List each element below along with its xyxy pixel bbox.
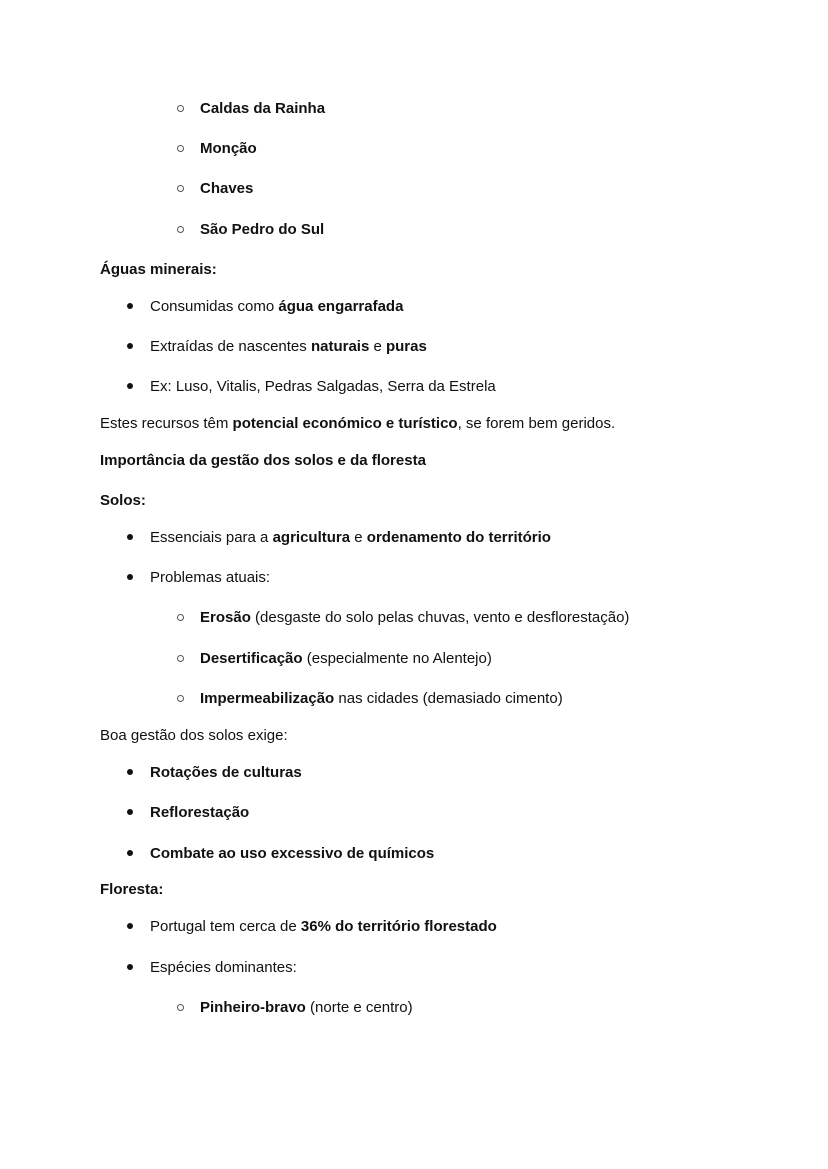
- bold-text: puras: [385, 338, 427, 355]
- bold-text: São Pedro do Sul: [200, 221, 325, 238]
- bold-text: Caldas da Rainha: [200, 100, 326, 117]
- list-item: [150, 337, 427, 357]
- paragraph: [100, 726, 288, 746]
- bold-text: Floresta:: [100, 881, 164, 898]
- bold-text: potencial económico e turístico: [232, 415, 458, 432]
- list-item: [150, 568, 270, 588]
- list-item: [200, 179, 253, 199]
- text: (desgaste do solo pelas chuvas, vento e desflorestação): [250, 609, 630, 626]
- bullet-disc-icon: [120, 377, 140, 397]
- list-item: [200, 689, 563, 709]
- bullet-disc-icon: [120, 763, 140, 783]
- bold-text: Impermeabilização: [200, 690, 335, 707]
- paragraph: [100, 451, 426, 471]
- bullet-disc-icon: [120, 917, 140, 937]
- bullet-disc-icon: [120, 803, 140, 823]
- bold-text: Erosão: [200, 609, 251, 626]
- bold-text: Desertificação: [200, 650, 303, 667]
- text: e: [350, 529, 367, 546]
- bullet-disc-icon: [120, 528, 140, 548]
- text: Espécies dominantes:: [150, 959, 297, 976]
- text: , se forem bem geridos.: [457, 415, 616, 432]
- text: (especialmente no Alentejo): [302, 650, 492, 667]
- list-item: [150, 297, 403, 317]
- list-item: [200, 998, 413, 1018]
- list-item: [150, 528, 551, 548]
- bold-text: Pinheiro-bravo: [200, 999, 306, 1016]
- text: Boa gestão dos solos exige:: [100, 727, 288, 744]
- bullet-disc-icon: [120, 844, 140, 864]
- text: Estes recursos têm: [100, 415, 233, 432]
- bullet-disc-icon: [120, 337, 140, 357]
- bold-text: Rotações de culturas: [150, 764, 302, 781]
- bullet-circle-icon: [170, 179, 190, 199]
- bold-text: 36% do território florestado: [300, 918, 497, 935]
- text: nas cidades (demasiado cimento): [334, 690, 563, 707]
- bold-text: naturais: [310, 338, 370, 355]
- bold-text: água engarrafada: [278, 298, 404, 315]
- bold-text: agricultura: [272, 529, 351, 546]
- list-item: [150, 803, 249, 823]
- bullet-circle-icon: [170, 139, 190, 159]
- list-item: [200, 139, 257, 159]
- bullet-disc-icon: [120, 958, 140, 978]
- bullet-circle-icon: [170, 649, 190, 669]
- bold-text: Monção: [200, 140, 257, 157]
- list-item: [150, 958, 297, 978]
- bullet-circle-icon: [170, 220, 190, 240]
- list-item: [150, 844, 434, 864]
- text: Essenciais para a: [150, 529, 273, 546]
- text: (norte e centro): [305, 999, 413, 1016]
- list-item: [200, 220, 324, 240]
- bold-text: Solos:: [100, 492, 146, 509]
- list-item: [200, 99, 325, 119]
- bold-text: ordenamento do território: [366, 529, 551, 546]
- list-item: [150, 763, 302, 783]
- list-item: [200, 649, 492, 669]
- bullet-circle-icon: [170, 99, 190, 119]
- bullet-disc-icon: [120, 568, 140, 588]
- list-item: [150, 377, 496, 397]
- paragraph: [100, 414, 615, 434]
- text: Extraídas de nascentes: [150, 338, 311, 355]
- text: Portugal tem cerca de: [150, 918, 301, 935]
- bold-text: Águas minerais:: [100, 261, 217, 278]
- text: e: [369, 338, 386, 355]
- list-item: [150, 917, 497, 937]
- paragraph: [100, 880, 163, 900]
- text: Consumidas como: [150, 298, 279, 315]
- text: Ex: Luso, Vitalis, Pedras Salgadas, Serra da Estrela: [150, 378, 496, 395]
- bullet-circle-icon: [170, 608, 190, 628]
- paragraph: [100, 260, 217, 280]
- bold-text: Chaves: [200, 180, 254, 197]
- bold-text: Importância da gestão dos solos e da floresta: [100, 452, 426, 469]
- bold-text: Combate ao uso excessivo de químicos: [150, 845, 435, 862]
- list-item: [200, 608, 629, 628]
- paragraph: [100, 491, 146, 511]
- bold-text: Reflorestação: [150, 804, 250, 821]
- bullet-circle-icon: [170, 689, 190, 709]
- bullet-disc-icon: [120, 297, 140, 317]
- text: Problemas atuais:: [150, 569, 271, 586]
- bullet-circle-icon: [170, 998, 190, 1018]
